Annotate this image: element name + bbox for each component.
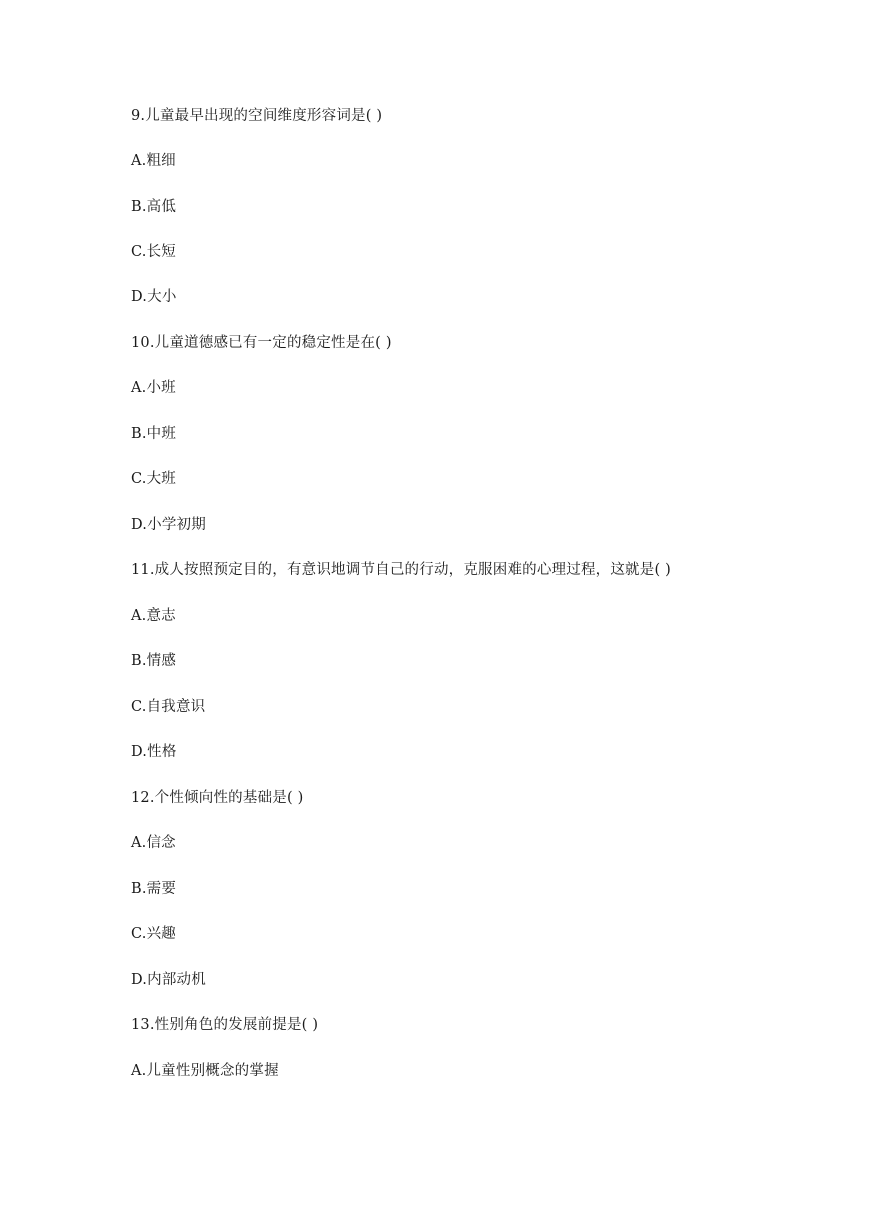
question-stem: 11.成人按照预定目的，有意识地调节自己的行动，克服困难的心理过程，这就是( ) bbox=[131, 562, 671, 578]
option-c: C.大班 bbox=[131, 471, 176, 487]
option-d: D.小学初期 bbox=[131, 517, 206, 533]
question-stem: 10.儿童道德感已有一定的稳定性是在( ) bbox=[131, 335, 392, 351]
question-stem: 12.个性倾向性的基础是( ) bbox=[131, 790, 304, 806]
option-c: C.兴趣 bbox=[131, 926, 176, 942]
question-stem: 13.性别角色的发展前提是( ) bbox=[131, 1017, 319, 1033]
option-b: B.需要 bbox=[131, 881, 177, 897]
option-b: B.情感 bbox=[131, 653, 177, 669]
option-a: A.信念 bbox=[131, 835, 176, 851]
option-a: A.儿童性别概念的掌握 bbox=[131, 1063, 279, 1079]
option-a: A.小班 bbox=[131, 380, 176, 396]
option-c: C.长短 bbox=[131, 244, 176, 260]
option-a: A.意志 bbox=[131, 608, 176, 624]
option-b: B.高低 bbox=[131, 199, 177, 215]
option-d: D.性格 bbox=[131, 744, 177, 760]
option-c: C.自我意识 bbox=[131, 699, 206, 715]
option-b: B.中班 bbox=[131, 426, 177, 442]
option-a: A.粗细 bbox=[131, 153, 176, 169]
option-d: D.内部动机 bbox=[131, 972, 206, 988]
option-d: D.大小 bbox=[131, 289, 177, 305]
question-stem: 9.儿童最早出现的空间维度形容词是( ) bbox=[131, 108, 383, 124]
